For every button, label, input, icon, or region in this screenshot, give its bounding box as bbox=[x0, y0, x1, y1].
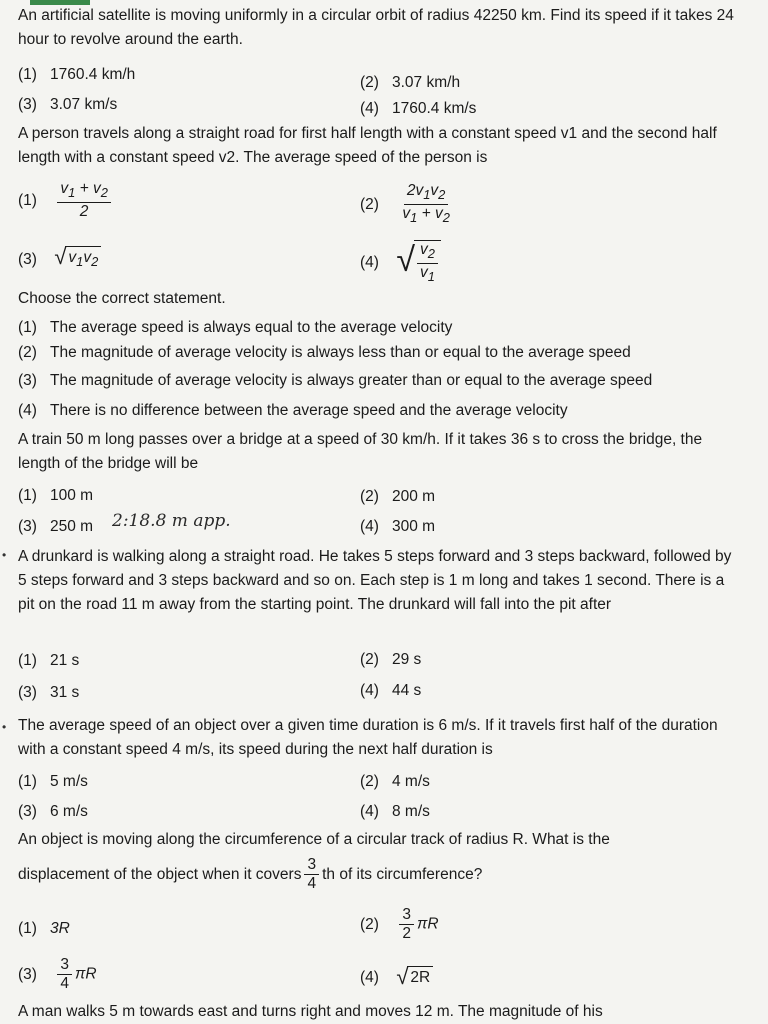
q6-option-4: (4) 8 m/s bbox=[360, 803, 430, 820]
q7-option-2: (2) $\frac{3}{2}$ πR bbox=[360, 906, 439, 942]
q3-option-1: (1) The average speed is always equal to the average velocity bbox=[18, 319, 453, 336]
question-drunkard: A drunkard is walking along a straight road. He takes 5 steps forward and 3 steps backward, followed by 5 steps forward and 3 steps backward and so on. Each step is 1 m long and takes 1 second. There is a pit on the road 11 m away from the starting point. The drunkard will fall into the pit after bbox=[18, 548, 732, 613]
question-circular-displacement: An object is moving along the circumference of a circular track of radius R. What is the bbox=[18, 831, 610, 848]
q1-option-2: (2) 3.07 km/h bbox=[360, 74, 461, 91]
question-satellite: An artificial satellite is moving uniformly in a circular orbit of radius 42250 km. Find its speed if it takes 24 hour to revolve around the earth. bbox=[18, 7, 734, 48]
question-train-bridge: A train 50 m long passes over a bridge at a speed of 30 km/h. If it takes 36 s to cross the bridge, the length of the bridge will be bbox=[18, 431, 703, 472]
bullet-mark: • bbox=[2, 720, 7, 734]
question-correct-statement: Choose the correct statement. bbox=[18, 290, 226, 307]
q1-option-1: (1) 1760.4 km/h bbox=[18, 66, 136, 83]
q4-option-3: (3) 250 m bbox=[18, 518, 94, 535]
q2-option-1: (1) $\frac{v_1 + v_2}{2}$ bbox=[18, 180, 114, 221]
q7-option-4: (4) √ 2R bbox=[360, 966, 433, 989]
q2-option-2: (2) $\frac{2v_1v_2}{v_1 + v_2}$ bbox=[360, 182, 450, 226]
handwritten-note: 2:18.8 m app. bbox=[112, 511, 231, 531]
q4-option-1: (1) 100 m bbox=[18, 487, 94, 504]
q7-option-3: (3) $\frac{3}{4}$ πR bbox=[18, 956, 97, 992]
question-average-speed: A person travels along a straight road for first half length with a constant speed v1 and the second half length with a constant speed v2. The average speed of the person is bbox=[18, 125, 717, 166]
q2-option-4: (4) √ $\frac{v_2}{v_1}$ bbox=[360, 240, 441, 286]
question-man-walks: A man walks 5 m towards east and turns right and moves 12 m. The magnitude of his bbox=[18, 1003, 603, 1020]
q5-option-2: (2) 29 s bbox=[360, 651, 422, 668]
bullet-mark: • bbox=[2, 548, 7, 562]
q6-option-2: (2) 4 m/s bbox=[360, 773, 430, 790]
q5-option-4: (4) 44 s bbox=[360, 682, 422, 699]
q6-option-1: (1) 5 m/s bbox=[18, 773, 88, 790]
q5-option-1: (1) 21 s bbox=[18, 652, 80, 669]
q6-option-3: (3) 6 m/s bbox=[18, 803, 88, 820]
q3-option-3: (3) The magnitude of average velocity is always greater than or equal to the average speed bbox=[18, 372, 653, 389]
q5-option-3: (3) 31 s bbox=[18, 684, 80, 701]
q2-option-3: (3) √ $v_1v_2$ bbox=[18, 246, 101, 273]
question-circular-displacement-line2: displacement of the object when it covers $\frac{3}{4}$ th of its circumference? bbox=[18, 856, 483, 892]
q4-option-2: (2) 200 m bbox=[360, 488, 436, 505]
q1-option-3: (3) 3.07 km/s bbox=[18, 96, 118, 113]
q3-option-4: (4) There is no difference between the average speed and the average velocity bbox=[18, 402, 568, 419]
q1-option-4: (4) 1760.4 km/s bbox=[360, 100, 477, 117]
q3-option-2: (2) The magnitude of average velocity is always less than or equal to the average speed bbox=[18, 344, 631, 361]
q7-option-1: (1) 3R bbox=[18, 920, 70, 937]
q4-option-4: (4) 300 m bbox=[360, 518, 436, 535]
question-average-speed-duration: The average speed of an object over a given time duration is 6 m/s. If it travels first half of the duration with a constant speed 4 m/s, its speed during the next half duration is bbox=[18, 717, 718, 758]
